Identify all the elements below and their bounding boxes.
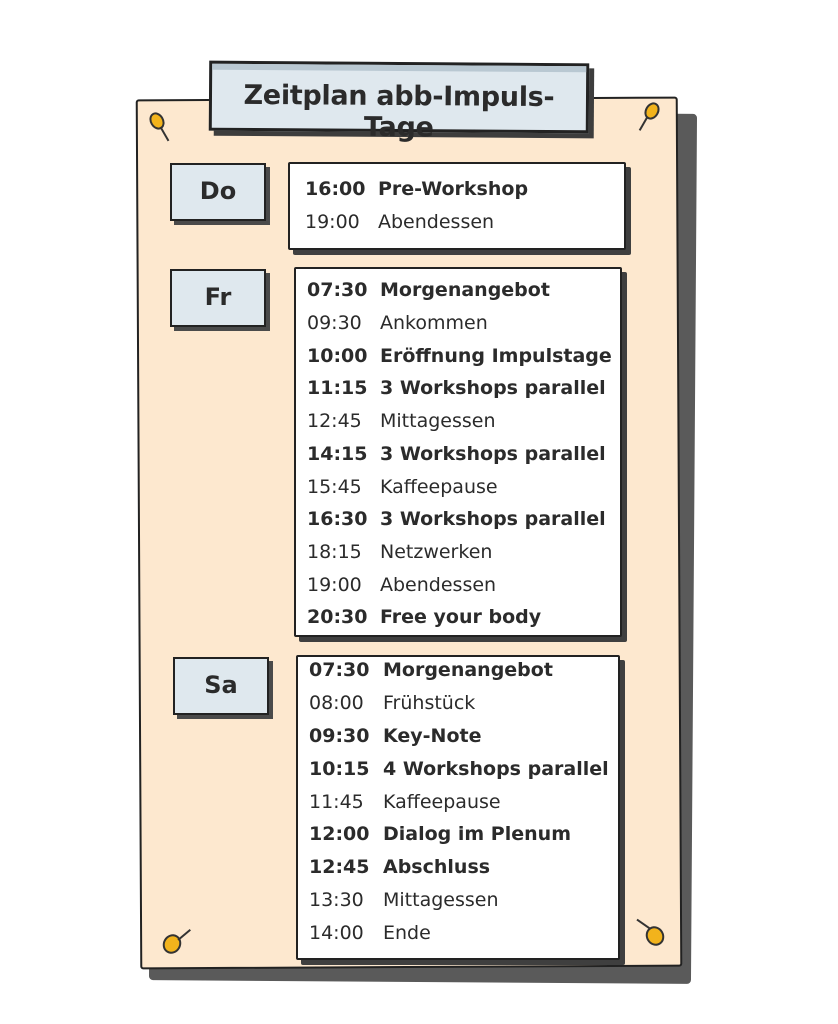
entry-label: Frühstück: [383, 692, 476, 714]
entry-time: 13:30: [309, 889, 364, 911]
entry-time: 20:30: [307, 606, 368, 628]
entry-label: Netzwerken: [380, 541, 493, 563]
entry-label: Eröffnung Impulstage: [380, 345, 612, 367]
entry-label: 3 Workshops parallel: [380, 443, 606, 465]
entry-time: 14:15: [307, 443, 368, 465]
entry-label: Morgenangebot: [383, 659, 553, 681]
entry-time: 11:15: [307, 377, 368, 399]
day-tag-do: Do: [170, 163, 266, 221]
entry-label: Kaffeepause: [383, 791, 501, 813]
title-plate: [209, 61, 589, 144]
entry-time: 09:30: [309, 725, 370, 747]
entry-time: 19:00: [307, 574, 362, 596]
entry-label: Ankommen: [380, 312, 488, 334]
entry-label: Abendessen: [378, 211, 495, 233]
entry-time: 16:30: [307, 508, 368, 530]
entry-label: Dialog im Plenum: [383, 823, 571, 845]
entry-label: 3 Workshops parallel: [380, 377, 606, 399]
entry-label: Free your body: [380, 606, 542, 628]
entry-label: 3 Workshops parallel: [380, 508, 606, 530]
entry-time: 09:30: [307, 312, 362, 334]
entry-label: 4 Workshops parallel: [383, 758, 609, 780]
entry-time: 19:00: [305, 211, 360, 233]
entry-time: 07:30: [309, 659, 370, 681]
day-tag-fr: Fr: [170, 269, 266, 327]
entry-label: Ende: [383, 922, 431, 944]
entry-label: Key-Note: [383, 725, 482, 747]
entry-label: Mittagessen: [380, 410, 496, 432]
entry-label: Pre-Workshop: [378, 178, 529, 200]
entry-time: 14:00: [309, 922, 364, 944]
schedule-card-sa: [296, 655, 620, 960]
schedule-card-do: [288, 162, 626, 250]
page-title: Zeitplan abb-Impuls-Tage: [243, 79, 555, 144]
day-tag-sa: Sa: [173, 657, 269, 715]
entry-time: 12:45: [307, 410, 362, 432]
entry-time: 12:00: [309, 823, 370, 845]
entry-time: 08:00: [309, 692, 364, 714]
entry-time: 10:00: [307, 345, 368, 367]
entry-label: Abschluss: [383, 856, 491, 878]
entry-time: 15:45: [307, 476, 362, 498]
entry-time: 18:15: [307, 541, 362, 563]
entry-time: 12:45: [309, 856, 370, 878]
entry-time: 16:00: [305, 178, 366, 200]
entry-label: Kaffeepause: [380, 476, 498, 498]
entry-label: Morgenangebot: [380, 279, 550, 301]
entry-time: 07:30: [307, 279, 368, 301]
entry-label: Mittagessen: [383, 889, 499, 911]
entry-time: 11:45: [309, 791, 364, 813]
schedule-card-fr: [294, 267, 622, 637]
entry-label: Abendessen: [380, 574, 497, 596]
entry-time: 10:15: [309, 758, 370, 780]
